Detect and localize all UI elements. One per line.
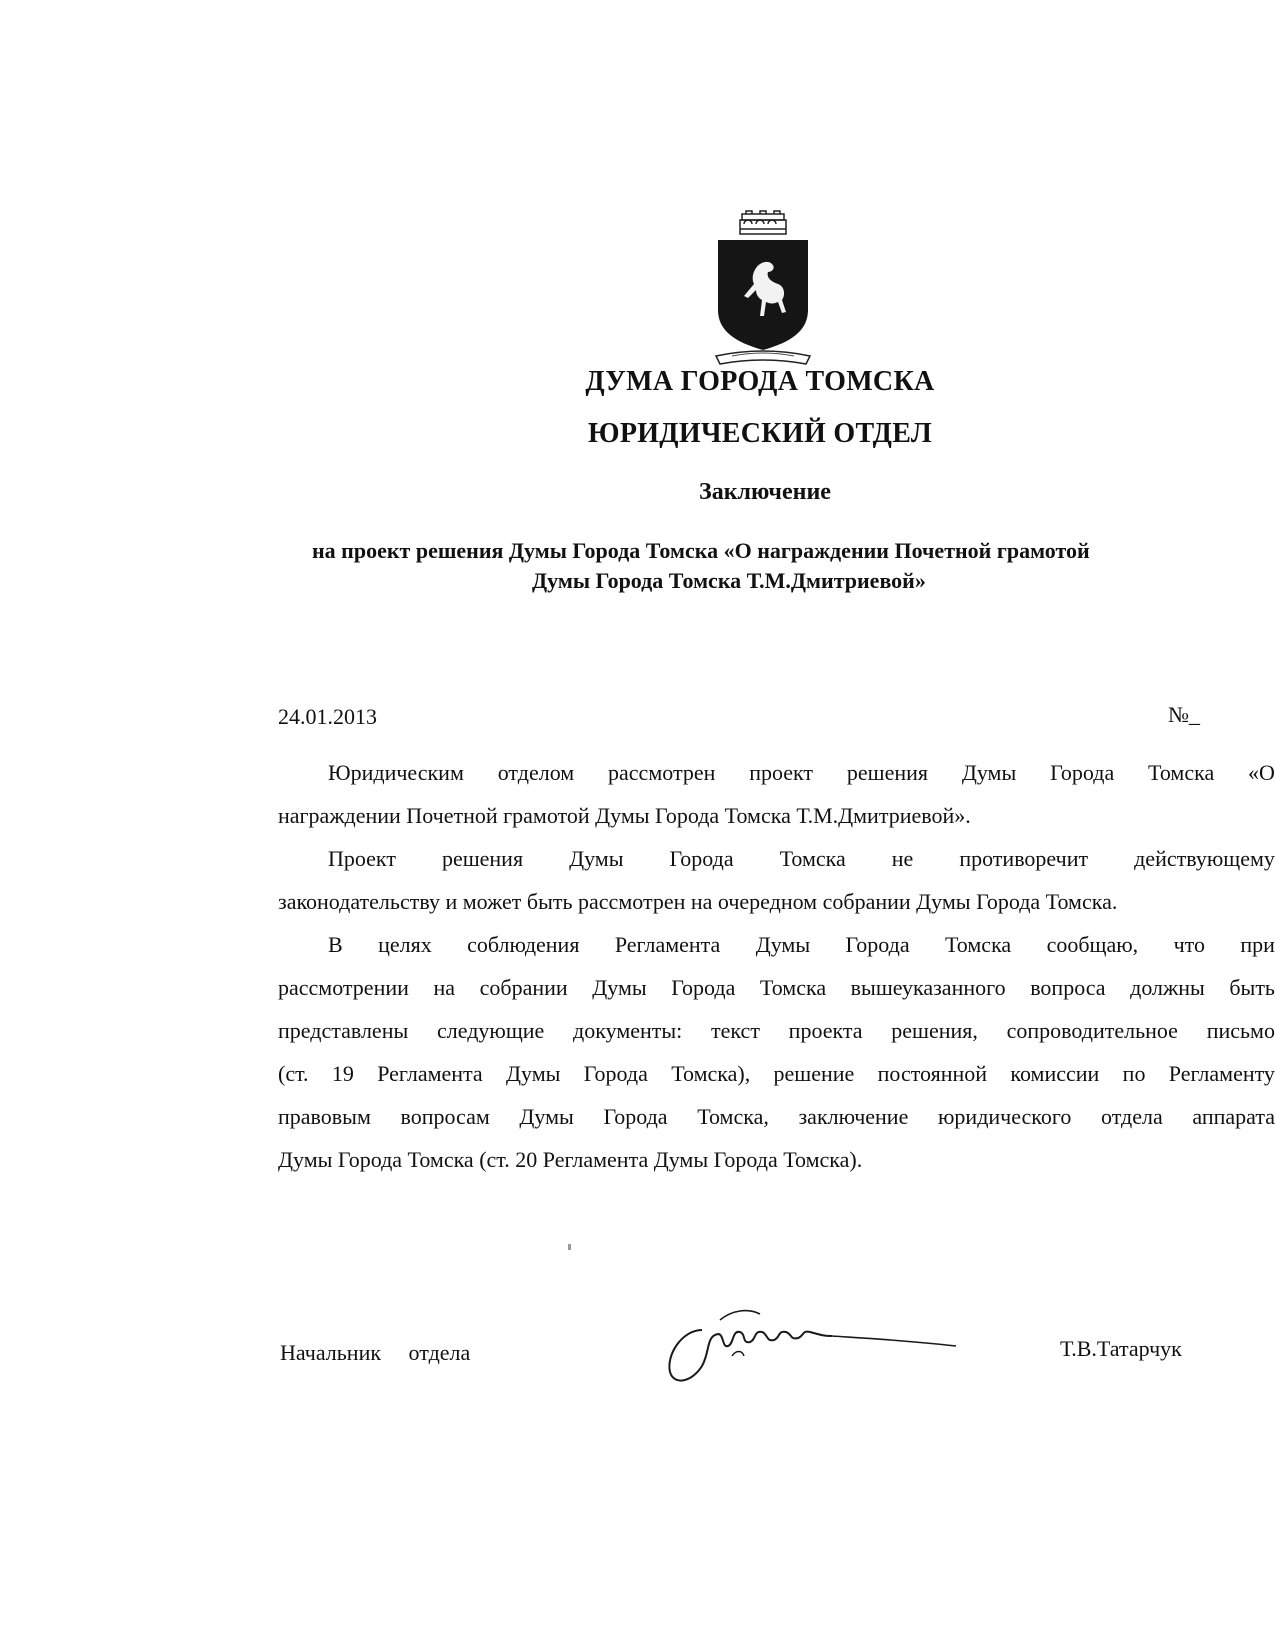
paragraph-3-line-3 — [278, 1018, 1275, 1044]
word: Томска), — [671, 1061, 751, 1086]
paragraph-3-line-4 — [278, 1061, 1275, 1087]
word: по — [1122, 1061, 1146, 1086]
paragraph-2-line-2: законодательству и может быть рассмотрен на очередном собрании Думы Города Томска. — [278, 889, 1118, 914]
word: правовым — [278, 1104, 371, 1129]
word: текст — [711, 1018, 760, 1043]
word: «О — [1248, 760, 1275, 785]
word: Думы — [755, 932, 811, 957]
word: В — [328, 932, 343, 957]
word: Томска — [945, 932, 1012, 957]
word: Томска — [779, 846, 846, 871]
word: Регламента — [614, 932, 721, 957]
word: не — [891, 846, 914, 871]
word: Думы — [506, 1061, 561, 1086]
word: Города — [669, 846, 734, 871]
paragraph-3-line-6: Думы Города Томска (ст. 20 Регламента Думы Города Томска). — [278, 1147, 863, 1172]
word: вышеуказанного — [850, 975, 1006, 1000]
paragraph-3-line-1 — [328, 932, 1275, 958]
word: Юридическим — [328, 760, 464, 785]
document-number: №_ — [1168, 702, 1200, 727]
word: проекта — [788, 1018, 863, 1043]
word: письмо — [1206, 1018, 1275, 1043]
word: вопросам — [400, 1104, 490, 1129]
word: решения — [441, 846, 524, 871]
word: действующему — [1134, 846, 1275, 871]
department-name: ЮРИДИЧЕСКИЙ ОТДЕЛ — [588, 418, 932, 449]
document-date: 24.01.2013 — [278, 704, 377, 729]
word: Города — [671, 975, 736, 1000]
word: юридического — [937, 1104, 1072, 1129]
word: Думы — [592, 975, 647, 1000]
scan-speck — [568, 1244, 571, 1250]
word: Проект — [328, 846, 396, 871]
word: Города — [845, 932, 910, 957]
word: заключение — [798, 1104, 909, 1129]
paragraph-1-line-1 — [328, 760, 1275, 786]
word: целях — [378, 932, 432, 957]
tomsk-coat-of-arms-icon — [712, 210, 814, 370]
word: Думы — [961, 760, 1017, 785]
document-subject-line-1: на проект решения Думы Города Томска «О награждении Почетной грамотой — [312, 538, 1090, 563]
organization-name: ДУМА ГОРОДА ТОМСКА — [585, 366, 935, 397]
word: рассмотрении — [278, 975, 409, 1000]
word: отделом — [497, 760, 575, 785]
word: противоречит — [959, 846, 1089, 871]
signer-name: Т.В.Татарчук — [1060, 1336, 1182, 1361]
handwritten-signature-icon — [662, 1300, 962, 1390]
word: Регламенту — [1168, 1061, 1275, 1086]
word: на — [433, 975, 456, 1000]
word: документы: — [573, 1018, 683, 1043]
word: аппарата — [1192, 1104, 1275, 1129]
paragraph-2-line-1 — [328, 846, 1275, 872]
paragraph-1-line-2: награждении Почетной грамотой Думы Города Томска Т.М.Дмитриевой». — [278, 803, 971, 828]
signer-position: Начальник отдела — [280, 1340, 471, 1365]
word: вопроса — [1030, 975, 1106, 1000]
word: Города — [583, 1061, 648, 1086]
word: Города — [603, 1104, 668, 1129]
word: решения — [846, 760, 929, 785]
word: Томска, — [697, 1104, 769, 1129]
word: должны — [1130, 975, 1205, 1000]
word: проект — [749, 760, 814, 785]
word: Города — [1050, 760, 1115, 785]
word: соблюдения — [467, 932, 580, 957]
word: отдела — [1100, 1104, 1163, 1129]
word: сопроводительное — [1006, 1018, 1178, 1043]
word: представлены — [278, 1018, 409, 1043]
word: 19 — [331, 1061, 354, 1086]
word: следующие — [436, 1018, 545, 1043]
word: постоянной — [877, 1061, 988, 1086]
word: (ст. — [278, 1061, 309, 1086]
word: Думы — [519, 1104, 574, 1129]
word: при — [1240, 932, 1275, 957]
word: решение — [773, 1061, 855, 1086]
word: Думы — [569, 846, 624, 871]
word: собрании — [479, 975, 568, 1000]
word: Томска — [759, 975, 827, 1000]
document-subject-line-2: Думы Города Томска Т.М.Дмитриевой» — [532, 568, 926, 593]
word: решения, — [891, 1018, 978, 1043]
word: Регламента — [377, 1061, 483, 1086]
paragraph-3-line-5 — [278, 1104, 1275, 1130]
word: рассмотрен — [608, 760, 716, 785]
word: сообщаю, — [1046, 932, 1139, 957]
word: Томска — [1148, 760, 1215, 785]
word: комиссии — [1010, 1061, 1100, 1086]
word: быть — [1229, 975, 1275, 1000]
word: что — [1173, 932, 1205, 957]
document-title: Заключение — [699, 479, 831, 505]
paragraph-3-line-2 — [278, 975, 1275, 1001]
